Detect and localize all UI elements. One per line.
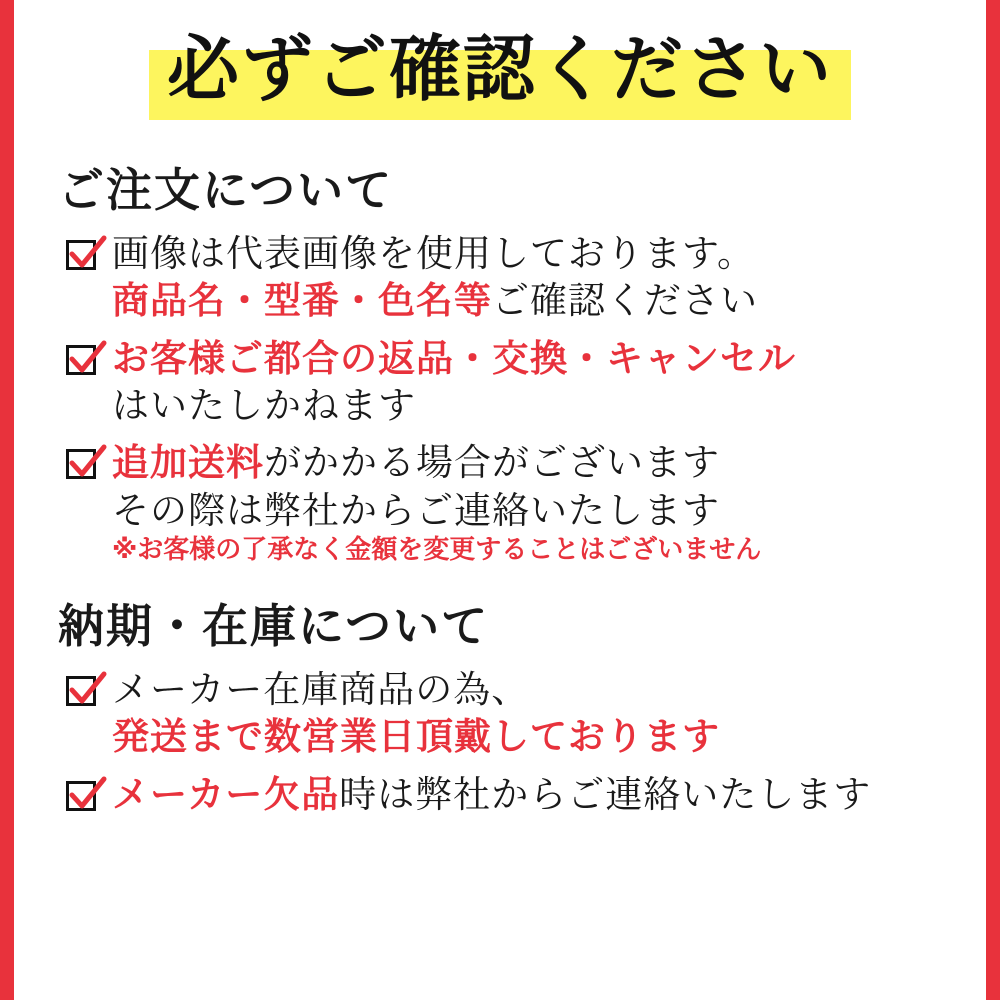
emphasis-text: 商品名・型番・色名等	[112, 279, 492, 323]
emphasis-text: お客様ご都合の返品・交換・キャンセル	[112, 336, 796, 380]
body-text: 時は弊社からご連絡いたします	[339, 772, 872, 816]
checklist-item	[64, 439, 960, 568]
left-red-border	[0, 0, 14, 1000]
emphasis-text: ※お客様の了承なく金額を変更することはございません	[112, 535, 762, 566]
notice-page	[14, 0, 986, 1000]
checklist-item-text	[112, 439, 960, 568]
body-text: はいたしかねます	[112, 384, 416, 428]
body-text: メーカー在庫商品の為、	[112, 667, 530, 711]
checklist-item-text	[112, 771, 960, 818]
checkbox-checked-icon	[64, 236, 104, 276]
checklist-item-text	[112, 335, 960, 430]
page-title-text: 必ずご確認ください	[166, 27, 833, 111]
checkbox-checked-icon	[64, 445, 104, 485]
emphasis-text: 追加送料	[112, 441, 264, 485]
section-heading: 納期・在庫について	[58, 598, 490, 653]
emphasis-text: メーカー欠品	[112, 772, 340, 816]
text-line	[112, 771, 960, 818]
page-title-area	[40, 28, 960, 138]
text-line	[112, 335, 960, 382]
text-line	[112, 487, 960, 534]
text-line	[112, 713, 960, 760]
sections-container	[40, 154, 960, 818]
text-line	[112, 666, 960, 713]
text-line	[112, 230, 960, 277]
checklist-item	[64, 771, 960, 818]
checklist-item-text	[112, 230, 960, 325]
checkbox-checked-icon	[64, 777, 104, 817]
emphasis-text: 発送まで数営業日頂戴しております	[112, 715, 720, 759]
body-text: ご確認ください	[492, 279, 758, 323]
text-line	[112, 277, 960, 324]
text-line	[112, 439, 960, 486]
right-red-border	[986, 0, 1000, 1000]
text-line	[112, 382, 960, 429]
checklist-item	[64, 335, 960, 430]
text-line	[112, 534, 960, 568]
page-title	[149, 28, 851, 114]
checkbox-checked-icon	[64, 341, 104, 381]
body-text: 画像は代表画像を使用しております。	[112, 232, 756, 275]
body-text: がかかる場合がございます	[264, 441, 720, 485]
checkbox-checked-icon	[64, 672, 104, 712]
checklist-item	[64, 230, 960, 325]
checklist-item	[64, 666, 960, 761]
section-heading: ご注文について	[58, 163, 394, 217]
checklist-item-text	[112, 666, 960, 761]
body-text: その際は弊社からご連絡いたします	[112, 488, 720, 532]
